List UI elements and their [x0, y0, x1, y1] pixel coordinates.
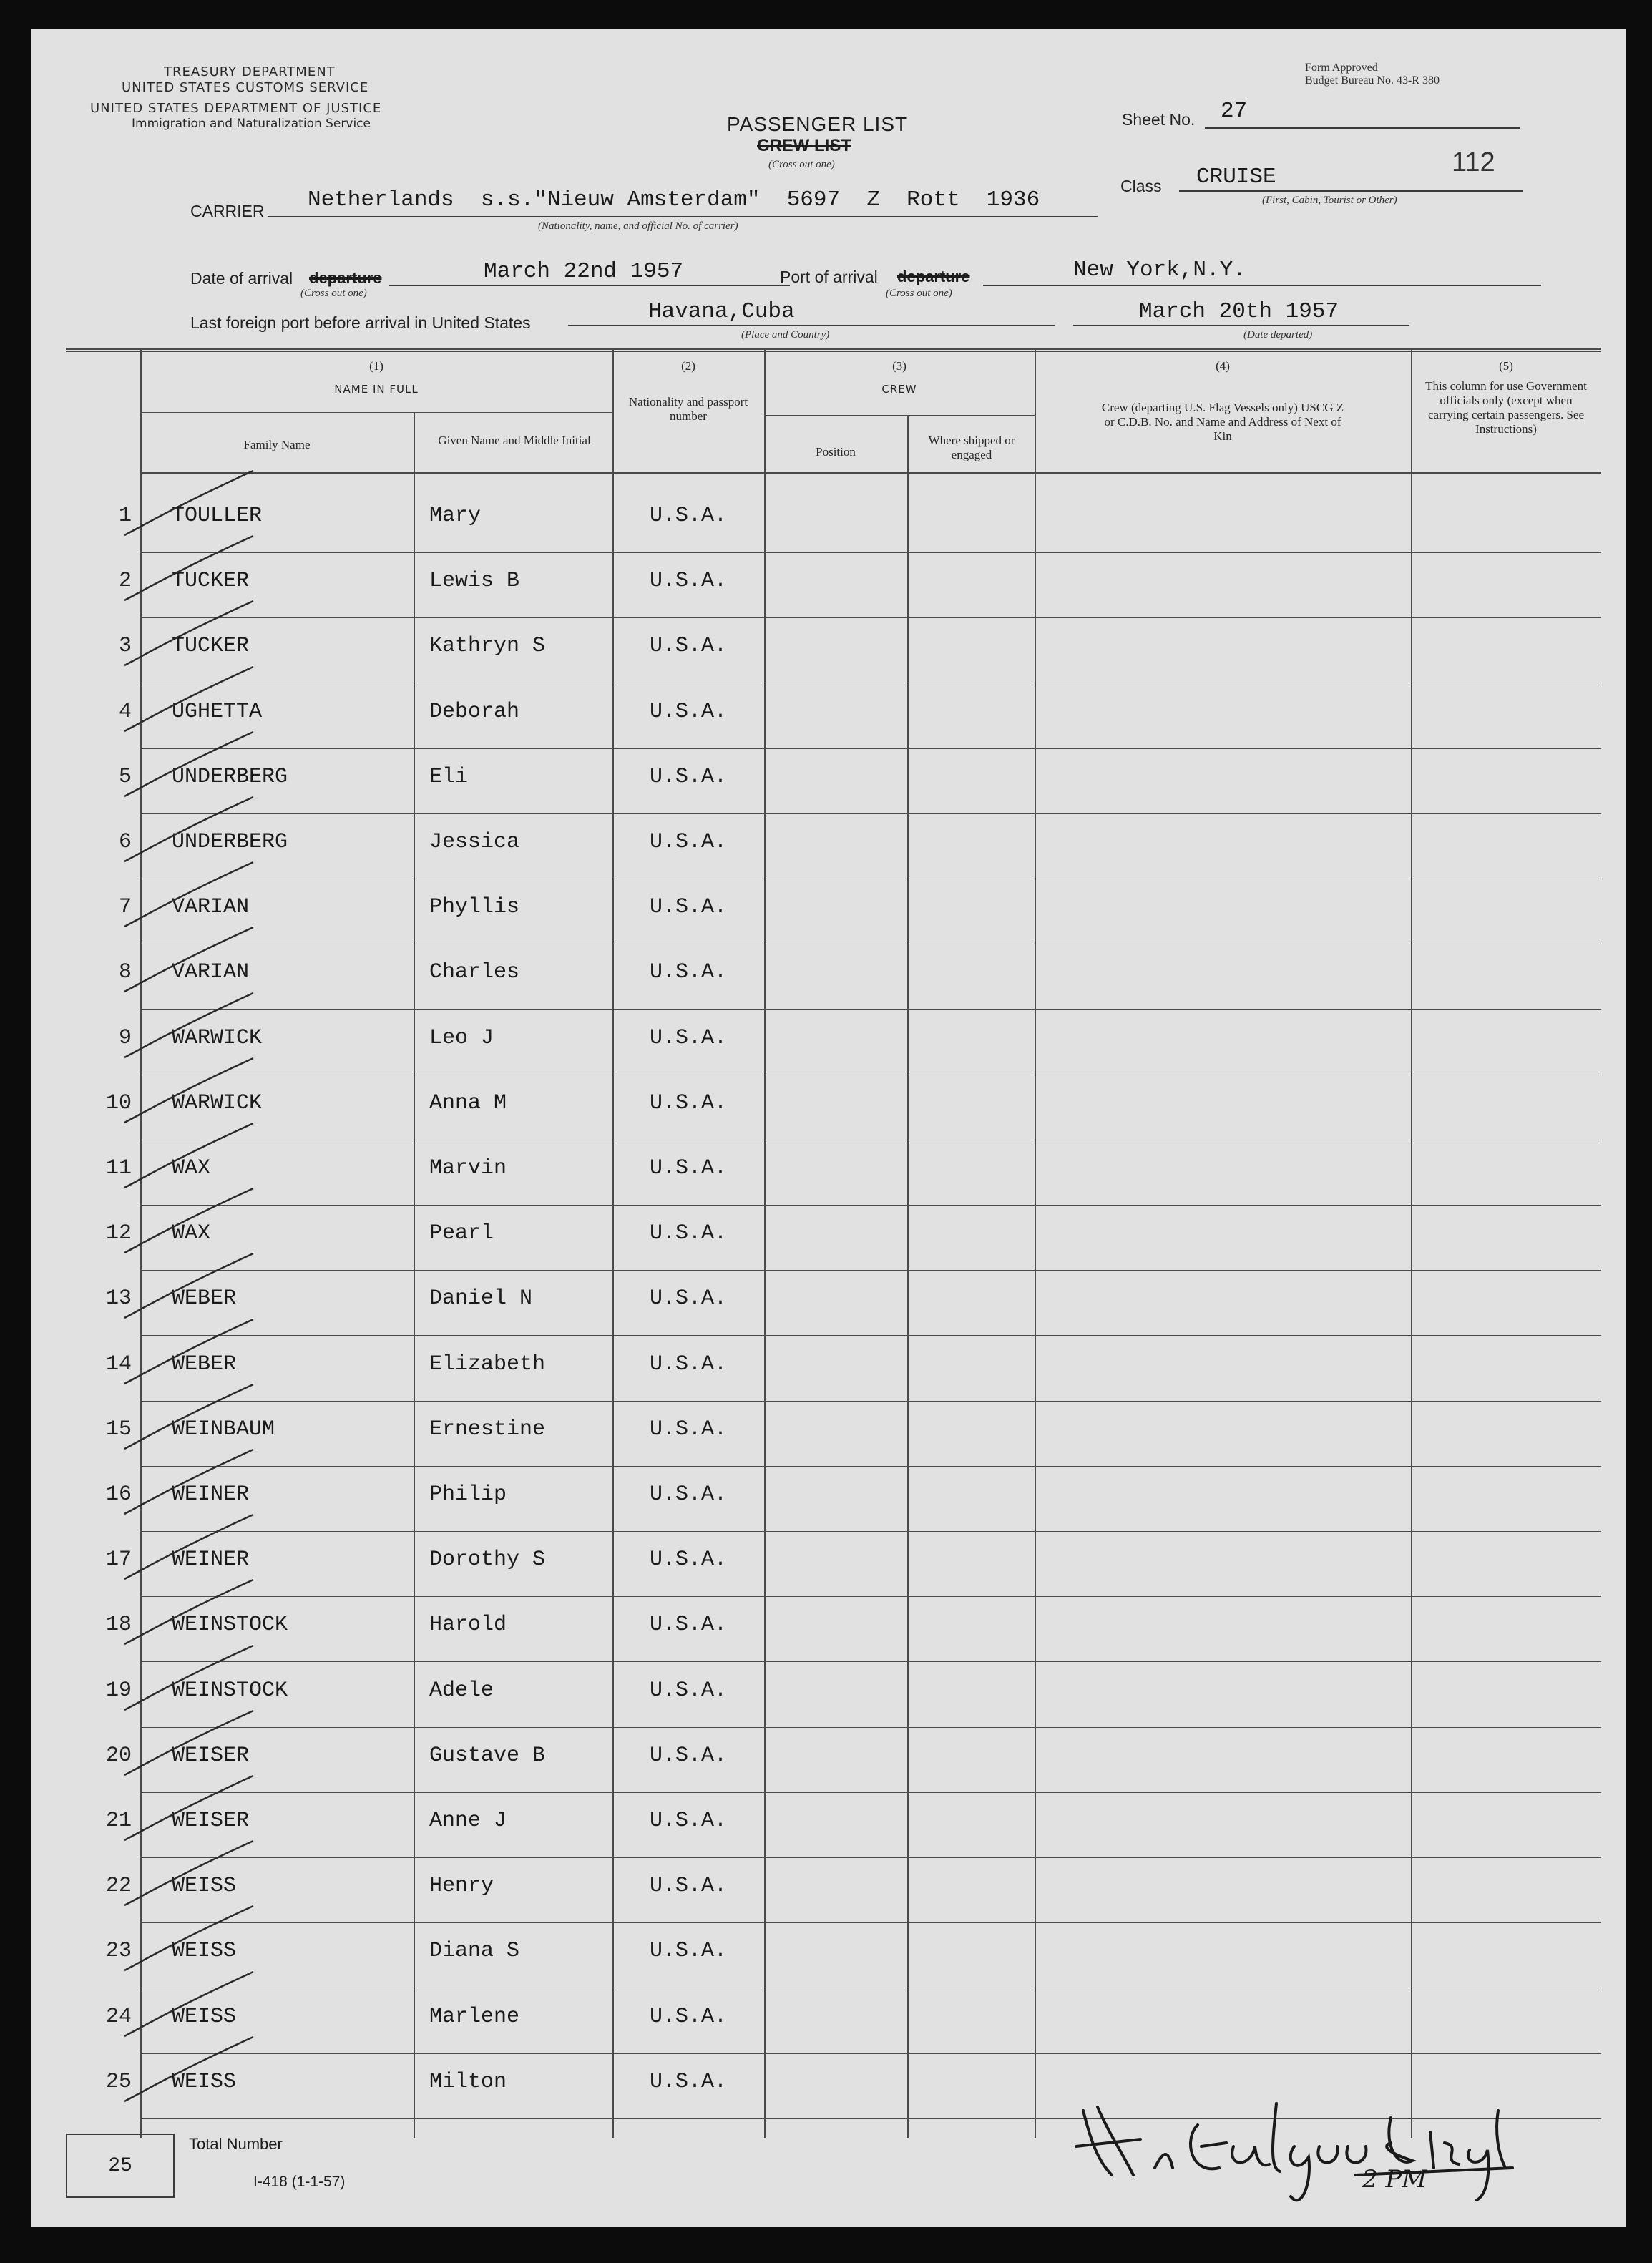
- row-number: 5: [118, 765, 132, 789]
- nationality: U.S.A.: [650, 2005, 728, 2029]
- row-divider: [140, 813, 1601, 814]
- family-name: WEISER: [172, 1744, 250, 1768]
- given-name: Eli: [429, 765, 469, 789]
- signature-note: 2 PM: [1362, 2165, 1427, 2194]
- agency-line-2: UNITED STATES CUSTOMS SERVICE: [122, 80, 369, 95]
- last-port-note: (Place and Country): [741, 329, 830, 341]
- given-name: Henry: [429, 1874, 494, 1898]
- given-name: Marlene: [429, 2005, 520, 2029]
- agency-line-1: TREASURY DEPARTMENT: [164, 64, 336, 79]
- family-name: WEISS: [172, 2070, 237, 2094]
- row-number: 1: [118, 504, 132, 528]
- family-name: UNDERBERG: [172, 765, 288, 789]
- row-divider: [140, 1857, 1601, 1858]
- family-name: WARWICK: [172, 1026, 263, 1050]
- family-name: WEISER: [172, 1809, 250, 1833]
- budget-bureau: Budget Bureau No. 43-R 380: [1305, 74, 1440, 87]
- arrival-port-struck: departure: [897, 268, 970, 285]
- nationality: U.S.A.: [650, 1678, 728, 1703]
- form-number: I-418 (1-1-57): [253, 2174, 346, 2190]
- col4-title: Crew (departing U.S. Flag Vessels only) USCG Z or C.D.B. No. and Name and Address of Next of Kin: [1101, 401, 1344, 443]
- given-name: Anne J: [429, 1809, 507, 1833]
- row-divider: [140, 1531, 1601, 1532]
- row-number: 13: [105, 1286, 132, 1311]
- nationality: U.S.A.: [650, 504, 728, 528]
- given-name: Diana S: [429, 1939, 520, 1963]
- nationality: U.S.A.: [650, 830, 728, 854]
- last-port-label: Last foreign port before arrival in United States: [190, 313, 531, 332]
- family-name: VARIAN: [172, 960, 250, 984]
- given-name: Adele: [429, 1678, 494, 1703]
- family-name: WEISS: [172, 1939, 237, 1963]
- last-port-value: Havana,Cuba: [648, 299, 795, 324]
- row-divider: [140, 748, 1601, 749]
- nationality: U.S.A.: [650, 1091, 728, 1115]
- col3-position: Position: [816, 445, 856, 459]
- nationality: U.S.A.: [650, 895, 728, 919]
- row-divider: [140, 617, 1601, 618]
- row-number: 2: [118, 569, 132, 593]
- family-name: UGHETTA: [172, 700, 263, 724]
- given-name: Elizabeth: [429, 1352, 546, 1377]
- family-name: TOULLER: [172, 504, 263, 528]
- class-note: (First, Cabin, Tourist or Other): [1262, 195, 1397, 206]
- family-name: WEINBAUM: [172, 1417, 275, 1442]
- nationality: U.S.A.: [650, 765, 728, 789]
- arrival-date-note: (Cross out one): [300, 288, 367, 299]
- total-value: 25: [108, 2155, 132, 2177]
- date-departed-note: (Date departed): [1243, 329, 1313, 341]
- family-name: WEISS: [172, 2005, 237, 2029]
- arrival-port-value: New York,N.Y.: [1073, 258, 1246, 283]
- given-name: Milton: [429, 2070, 507, 2094]
- total-label: Total Number: [189, 2135, 283, 2153]
- arrival-date-value: March 22nd 1957: [484, 259, 684, 284]
- given-name: Daniel N: [429, 1286, 533, 1311]
- date-departed-value: March 20th 1957: [1139, 299, 1339, 324]
- given-name: Anna M: [429, 1091, 507, 1115]
- given-name: Deborah: [429, 700, 520, 724]
- nationality: U.S.A.: [650, 1874, 728, 1898]
- row-divider: [140, 1401, 1601, 1402]
- given-name: Ernestine: [429, 1417, 546, 1442]
- family-name: WEISS: [172, 1874, 237, 1898]
- document-page: [31, 29, 1626, 2227]
- row-number: 7: [118, 895, 132, 919]
- row-divider: [140, 1335, 1601, 1336]
- nationality: U.S.A.: [650, 1156, 728, 1181]
- row-number: 6: [118, 830, 132, 854]
- row-number: 15: [105, 1417, 132, 1442]
- given-name: Kathryn S: [429, 634, 546, 658]
- inspector-signature: [1055, 2068, 1555, 2204]
- given-name: Gustave B: [429, 1744, 546, 1768]
- given-name: Harold: [429, 1613, 507, 1637]
- row-number: 25: [105, 2070, 132, 2094]
- class-label: Class: [1120, 177, 1162, 195]
- carrier-label: CARRIER: [190, 202, 265, 220]
- row-number: 24: [105, 2005, 132, 2029]
- col2-number: (2): [681, 359, 695, 373]
- nationality: U.S.A.: [650, 569, 728, 593]
- row-number: 14: [105, 1352, 132, 1377]
- sheet-label: Sheet No.: [1122, 110, 1196, 129]
- cross-out-note: (Cross out one): [768, 159, 835, 170]
- form-title: PASSENGER LIST: [727, 113, 909, 135]
- family-name: UNDERBERG: [172, 830, 288, 854]
- col1-given-name: Given Name and Middle Initial: [438, 434, 591, 447]
- row-divider: [140, 2053, 1601, 2054]
- row-number: 17: [105, 1548, 132, 1572]
- row-number: 4: [118, 700, 132, 724]
- row-divider: [140, 1205, 1601, 1206]
- family-name: TUCKER: [172, 634, 250, 658]
- col2-title: Nationality and passport number: [628, 395, 748, 423]
- nationality: U.S.A.: [650, 1744, 728, 1768]
- col5-title: This column for use Government officials only (except when carrying certain passengers. See Instructions): [1425, 379, 1587, 436]
- col5-number: (5): [1499, 359, 1513, 373]
- nationality: U.S.A.: [650, 1417, 728, 1442]
- family-name: TUCKER: [172, 569, 250, 593]
- row-number: 19: [105, 1678, 132, 1703]
- check-mark-icon: [110, 2030, 296, 2116]
- row-number: 23: [105, 1939, 132, 1963]
- nationality: U.S.A.: [650, 1286, 728, 1311]
- given-name: Lewis B: [429, 569, 520, 593]
- nationality: U.S.A.: [650, 634, 728, 658]
- given-name: Mary: [429, 504, 482, 528]
- row-number: 16: [105, 1482, 132, 1507]
- total-box: [66, 2134, 175, 2198]
- col3-number: (3): [892, 359, 906, 373]
- row-divider: [140, 1922, 1601, 1923]
- given-name: Dorothy S: [429, 1548, 546, 1572]
- family-name: WAX: [172, 1156, 211, 1181]
- sheet-number: 27: [1221, 99, 1248, 124]
- form-approved: Form Approved: [1305, 62, 1378, 74]
- family-name: WEINER: [172, 1548, 250, 1572]
- given-name: Pearl: [429, 1221, 494, 1246]
- given-name: Phyllis: [429, 895, 520, 919]
- row-number: 9: [118, 1026, 132, 1050]
- row-divider: [140, 552, 1601, 553]
- arrival-port-label: Port of arrival: [780, 268, 878, 286]
- row-number: 3: [118, 634, 132, 658]
- row-number: 22: [105, 1874, 132, 1898]
- carrier-value: Netherlands s.s."Nieuw Amsterdam" 5697 Z Rott 1936: [308, 187, 1040, 212]
- row-number: 20: [105, 1744, 132, 1768]
- row-number: 11: [105, 1156, 132, 1181]
- col1-title: NAME IN FULL: [334, 383, 419, 396]
- row-divider: [140, 1466, 1601, 1467]
- nationality: U.S.A.: [650, 1809, 728, 1833]
- family-name: WAX: [172, 1221, 211, 1246]
- nationality: U.S.A.: [650, 1939, 728, 1963]
- family-name: WEINSTOCK: [172, 1678, 288, 1703]
- arrival-date-struck: departure: [309, 269, 382, 287]
- family-name: WEBER: [172, 1286, 237, 1311]
- row-number: 8: [118, 960, 132, 984]
- family-name: WARWICK: [172, 1091, 263, 1115]
- given-name: Jessica: [429, 830, 520, 854]
- nationality: U.S.A.: [650, 1221, 728, 1246]
- family-name: WEBER: [172, 1352, 237, 1377]
- nationality: U.S.A.: [650, 1548, 728, 1572]
- nationality: U.S.A.: [650, 1026, 728, 1050]
- nationality: U.S.A.: [650, 1482, 728, 1507]
- row-number: 12: [105, 1221, 132, 1246]
- col1-number: (1): [369, 359, 383, 373]
- row-divider: [140, 1661, 1601, 1662]
- given-name: Charles: [429, 960, 520, 984]
- nationality: U.S.A.: [650, 2070, 728, 2094]
- col1-family-name: Family Name: [243, 438, 311, 451]
- family-name: WEINSTOCK: [172, 1613, 288, 1637]
- given-name: Marvin: [429, 1156, 507, 1181]
- row-number: 18: [105, 1613, 132, 1637]
- col4-number: (4): [1216, 359, 1230, 373]
- family-name: VARIAN: [172, 895, 250, 919]
- agency-line-3: UNITED STATES DEPARTMENT OF JUSTICE: [90, 101, 382, 116]
- row-number: 10: [105, 1091, 132, 1115]
- family-name: WEINER: [172, 1482, 250, 1507]
- row-divider: [140, 1596, 1601, 1597]
- given-name: Leo J: [429, 1026, 494, 1050]
- carrier-note: (Nationality, name, and official No. of carrier): [538, 220, 738, 232]
- col3-title: CREW: [881, 383, 917, 396]
- class-value: CRUISE: [1196, 165, 1276, 190]
- row-divider: [140, 1792, 1601, 1793]
- nationality: U.S.A.: [650, 960, 728, 984]
- col3-where-shipped: Where shipped or engaged: [928, 434, 1015, 461]
- nationality: U.S.A.: [650, 700, 728, 724]
- crossed-out-title: CREW LIST: [757, 136, 851, 155]
- row-number: 21: [105, 1809, 132, 1833]
- row-divider: [140, 1270, 1601, 1271]
- agency-line-4: Immigration and Naturalization Service: [132, 117, 371, 131]
- arrival-date-label: Date of arrival: [190, 269, 293, 288]
- nationality: U.S.A.: [650, 1352, 728, 1377]
- nationality: U.S.A.: [650, 1613, 728, 1637]
- arrival-port-note: (Cross out one): [886, 288, 952, 299]
- given-name: Philip: [429, 1482, 507, 1507]
- page-mark: 112: [1452, 147, 1495, 177]
- row-divider: [140, 1727, 1601, 1728]
- row-divider: [140, 1009, 1601, 1010]
